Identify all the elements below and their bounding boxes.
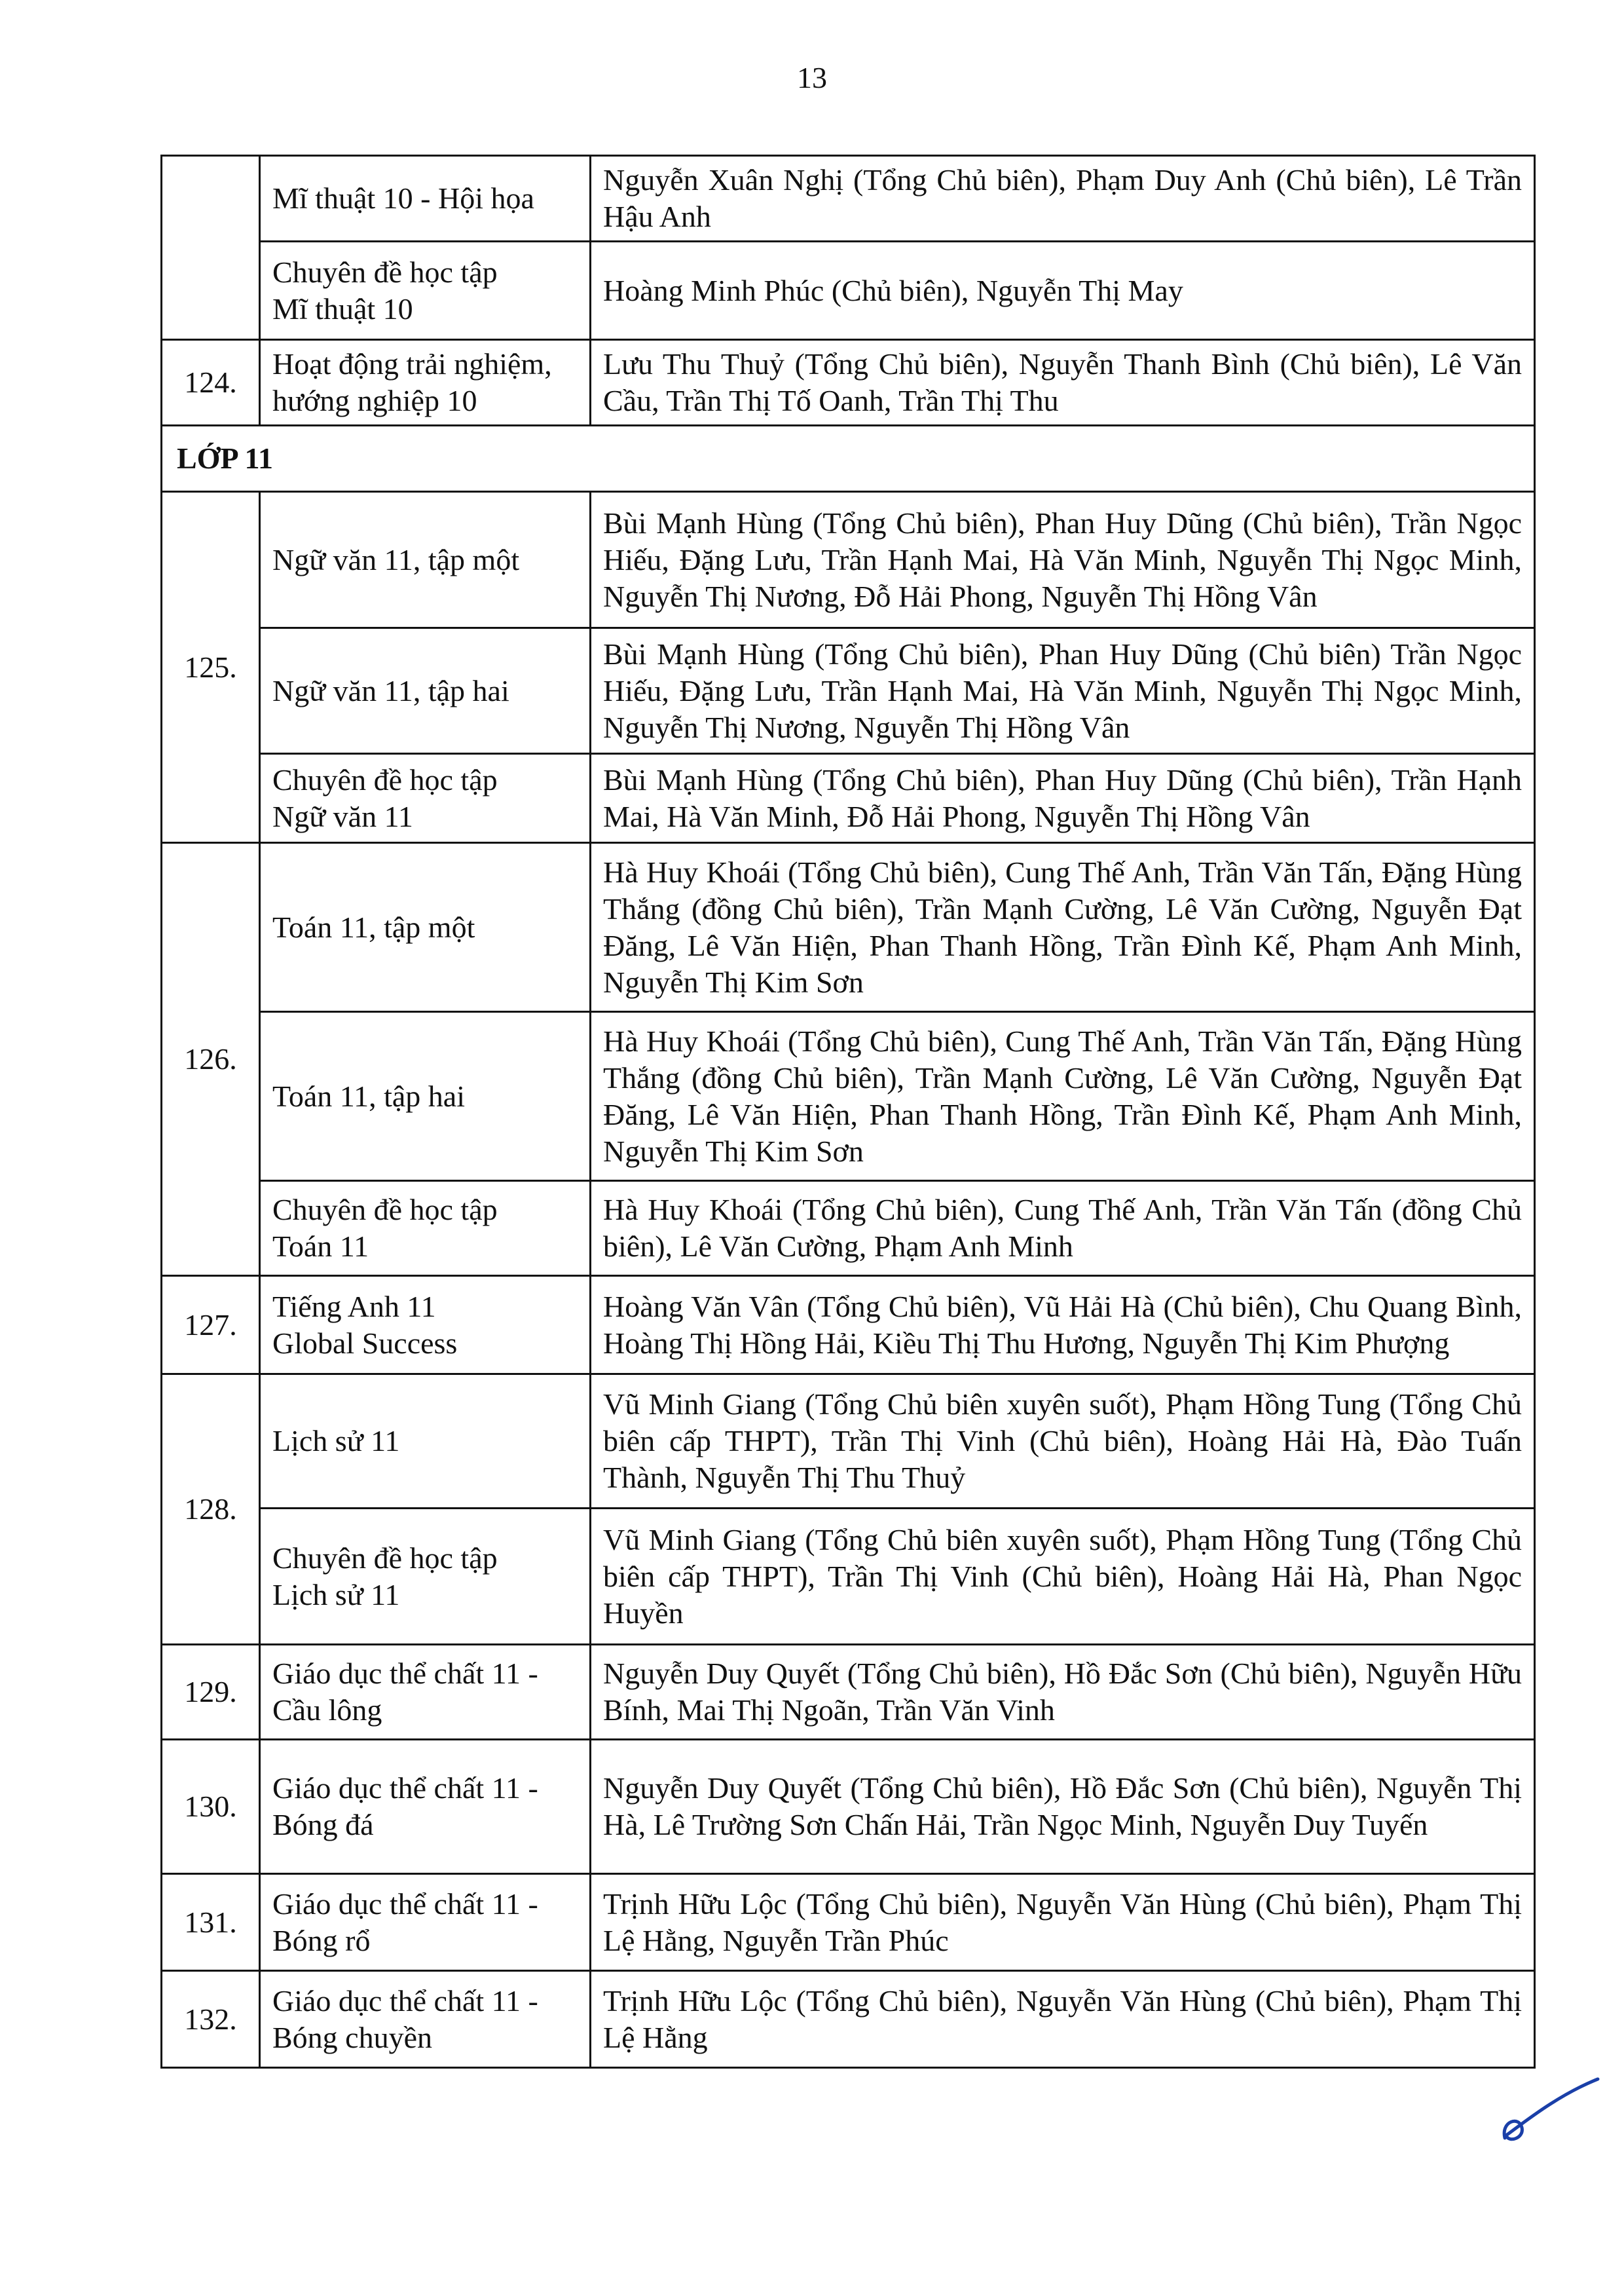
section-heading: LỚP 11: [162, 426, 1535, 492]
authors-cell: Bùi Mạnh Hùng (Tổng Chủ biên), Phan Huy Dũng (Chủ biên), Trần Hạnh Mai, Hà Văn Minh, Đỗ Hải Phong, Nguyễn Thị Hồng Vân: [591, 754, 1535, 843]
table-row: [162, 1181, 1535, 1276]
authors-cell: Hoàng Văn Vân (Tổng Chủ biên), Vũ Hải Hà (Chủ biên), Chu Quang Bình, Hoàng Thị Hồng Hải, Kiều Thị Thu Hương, Nguyễn Thị Kim Phượng: [591, 1276, 1535, 1374]
authors-cell: Bùi Mạnh Hùng (Tổng Chủ biên), Phan Huy Dũng (Chủ biên), Trần Ngọc Hiếu, Đặng Lưu, Trần Hạnh Mai, Hà Văn Minh, Nguyễn Thị Ngọc Minh, Nguyễn Thị Nương, Đỗ Hải Phong, Nguyễn Thị Hồng Vân: [591, 492, 1535, 628]
table-row: [162, 1276, 1535, 1374]
table-row: [162, 843, 1535, 1012]
section-row: [162, 426, 1535, 492]
title-cell: Lịch sử 11: [260, 1374, 591, 1509]
title-cell: Hoạt động trải nghiệm, hướng nghiệp 10: [260, 340, 591, 426]
handwritten-initial: [1500, 2075, 1604, 2147]
table-row: [162, 242, 1535, 340]
table-row: [162, 1012, 1535, 1181]
title-cell: Chuyên đề học tập Mĩ thuật 10: [260, 242, 591, 340]
row-number: 126.: [162, 843, 260, 1276]
table-row: [162, 492, 1535, 628]
row-number: 130.: [162, 1740, 260, 1874]
row-number: 124.: [162, 340, 260, 426]
authors-cell: Hà Huy Khoái (Tổng Chủ biên), Cung Thế Anh, Trần Văn Tấn (đồng Chủ biên), Lê Văn Cường, Phạm Anh Minh: [591, 1181, 1535, 1276]
authors-cell: Lưu Thu Thuỷ (Tổng Chủ biên), Nguyễn Thanh Bình (Chủ biên), Lê Văn Cầu, Trần Thị Tố Oanh, Trần Thị Thu: [591, 340, 1535, 426]
authors-cell: Nguyễn Duy Quyết (Tổng Chủ biên), Hồ Đắc Sơn (Chủ biên), Nguyễn Hữu Bính, Mai Thị Ngoãn, Trần Văn Vinh: [591, 1645, 1535, 1740]
table-row: [162, 1874, 1535, 1971]
table-row: [162, 754, 1535, 843]
table-row: [162, 340, 1535, 426]
title-cell: Giáo dục thể chất 11 - Bóng chuyền: [260, 1971, 591, 2068]
title-cell: Giáo dục thể chất 11 - Cầu lông: [260, 1645, 591, 1740]
table-row: [162, 1645, 1535, 1740]
authors-cell: Trịnh Hữu Lộc (Tổng Chủ biên), Nguyễn Văn Hùng (Chủ biên), Phạm Thị Lệ Hằng, Nguyễn Trần Phúc: [591, 1874, 1535, 1971]
textbook-table: [160, 155, 1536, 2069]
authors-cell: Trịnh Hữu Lộc (Tổng Chủ biên), Nguyễn Văn Hùng (Chủ biên), Phạm Thị Lệ Hằng: [591, 1971, 1535, 2068]
row-number: 131.: [162, 1874, 260, 1971]
authors-cell: Hà Huy Khoái (Tổng Chủ biên), Cung Thế Anh, Trần Văn Tấn, Đặng Hùng Thắng (đồng Chủ biên), Trần Mạnh Cường, Lê Văn Cường, Nguyễn Đạt Đăng, Lê Văn Hiện, Phan Thanh Hồng, Trần Đình Kế, Phạm Anh Minh, Nguyễn Thị Kim Sơn: [591, 1012, 1535, 1181]
table-row: [162, 156, 1535, 242]
row-number: 127.: [162, 1276, 260, 1374]
row-number: 125.: [162, 492, 260, 843]
authors-cell: Bùi Mạnh Hùng (Tổng Chủ biên), Phan Huy Dũng (Chủ biên) Trần Ngọc Hiếu, Đặng Lưu, Trần Hạnh Mai, Hà Văn Minh, Nguyễn Thị Ngọc Minh, Nguyễn Thị Nương, Nguyễn Thị Hồng Vân: [591, 628, 1535, 754]
title-cell: Giáo dục thể chất 11 - Bóng rổ: [260, 1874, 591, 1971]
title-cell: Toán 11, tập một: [260, 843, 591, 1012]
title-cell: Tiếng Anh 11 Global Success: [260, 1276, 591, 1374]
title-cell: Ngữ văn 11, tập một: [260, 492, 591, 628]
authors-cell: Nguyễn Xuân Nghị (Tổng Chủ biên), Phạm Duy Anh (Chủ biên), Lê Trần Hậu Anh: [591, 156, 1535, 242]
authors-cell: Vũ Minh Giang (Tổng Chủ biên xuyên suốt), Phạm Hồng Tung (Tổng Chủ biên cấp THPT), Trần Thị Vinh (Chủ biên), Hoàng Hải Hà, Đào Tuấn Thành, Nguyễn Thị Thu Thuỷ: [591, 1374, 1535, 1509]
page-number: 13: [797, 61, 827, 94]
authors-cell: Hà Huy Khoái (Tổng Chủ biên), Cung Thế Anh, Trần Văn Tấn, Đặng Hùng Thắng (đồng Chủ biên), Trần Mạnh Cường, Lê Văn Cường, Nguyễn Đạt Đăng, Lê Văn Hiện, Phan Thanh Hồng, Trần Đình Kế, Phạm Anh Minh, Nguyễn Thị Kim Sơn: [591, 843, 1535, 1012]
table-row: [162, 1509, 1535, 1645]
authors-cell: Nguyễn Duy Quyết (Tổng Chủ biên), Hồ Đắc Sơn (Chủ biên), Nguyễn Thị Hà, Lê Trường Sơn Chấn Hải, Trần Ngọc Minh, Nguyễn Duy Tuyến: [591, 1740, 1535, 1874]
title-cell: Ngữ văn 11, tập hai: [260, 628, 591, 754]
row-number: 128.: [162, 1374, 260, 1645]
title-cell: Chuyên đề học tập Ngữ văn 11: [260, 754, 591, 843]
authors-cell: Hoàng Minh Phúc (Chủ biên), Nguyễn Thị May: [591, 242, 1535, 340]
title-cell: Chuyên đề học tập Lịch sử 11: [260, 1509, 591, 1645]
row-number: 132.: [162, 1971, 260, 2068]
row-number-cell: [162, 156, 260, 340]
authors-cell: Vũ Minh Giang (Tổng Chủ biên xuyên suốt), Phạm Hồng Tung (Tổng Chủ biên cấp THPT), Trần Thị Vinh (Chủ biên), Hoàng Hải Hà, Phan Ngọc Huyền: [591, 1509, 1535, 1645]
table-row: [162, 628, 1535, 754]
title-cell: Mĩ thuật 10 - Hội họa: [260, 156, 591, 242]
table-row: [162, 1374, 1535, 1509]
table-row: [162, 1740, 1535, 1874]
row-number: 129.: [162, 1645, 260, 1740]
title-cell: Chuyên đề học tập Toán 11: [260, 1181, 591, 1276]
title-cell: Giáo dục thể chất 11 - Bóng đá: [260, 1740, 591, 1874]
title-cell: Toán 11, tập hai: [260, 1012, 591, 1181]
table-row: [162, 1971, 1535, 2068]
